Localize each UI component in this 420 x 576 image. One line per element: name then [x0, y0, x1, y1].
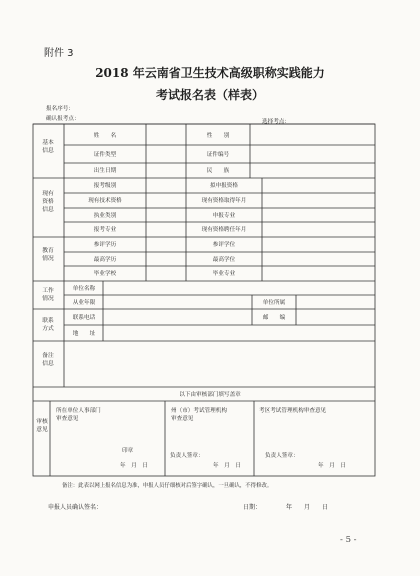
postcode-field[interactable] — [297, 310, 374, 324]
page-number: - 5 - — [340, 535, 357, 545]
birth-date-label: 出生日期 — [93, 168, 117, 174]
postcode-label: 邮 编 — [262, 315, 286, 321]
apply-major-label: 申报专业 — [212, 213, 236, 219]
current-title-field[interactable] — [147, 194, 185, 207]
graduate-school-field[interactable] — [147, 267, 185, 280]
section-qualification-info: 现有资格信息 — [42, 191, 54, 213]
birth-date-field[interactable] — [147, 164, 185, 177]
current-title-date-label: 现有资格取得年月 — [201, 198, 247, 204]
employer-opinion-title: 所在单位人事部门 审查意见 — [56, 408, 101, 422]
attachment-label: 附件 3 — [44, 48, 74, 59]
section-remarks: 备注信息 — [42, 353, 54, 367]
highest-education-label: 最高学历 — [93, 257, 117, 263]
id-number-label: 证件编号 — [206, 152, 230, 158]
apply-specialty-field[interactable] — [147, 223, 185, 236]
eval-education-label: 参评学历 — [93, 242, 117, 248]
exam-point-signature-label: 负责人签章： — [265, 453, 299, 459]
current-title-label: 现有技术资格 — [88, 198, 122, 204]
apply-level-label: 报考级别 — [93, 183, 117, 189]
apply-specialty-label: 报考专业 — [93, 227, 117, 233]
page-title: 2018 年云南省卫生技术高级职称实践能力 — [95, 66, 325, 80]
apply-major-field[interactable] — [263, 209, 374, 221]
appointment-date-label: 现有资格聘任年月 — [201, 227, 247, 233]
highest-degree-field[interactable] — [263, 253, 374, 265]
city-signature-label: 负责人签章： — [170, 453, 204, 459]
exam-point-opinion-title: 考区考试管理机构审查意见 — [259, 408, 327, 414]
ethnicity-field[interactable] — [251, 164, 374, 177]
employer-type-label: 单位所属 — [262, 300, 286, 306]
id-number-field[interactable] — [251, 146, 374, 162]
employer-date-label: 年 月 日 — [120, 463, 148, 469]
graduate-school-label: 毕业学校 — [93, 271, 117, 277]
phone-label: 联系电话 — [72, 315, 96, 321]
years-in-field-field[interactable] — [104, 296, 251, 308]
appointment-date-field[interactable] — [263, 223, 374, 236]
section-review: 审核意见 — [36, 419, 48, 433]
confirm-point-label: 确认报考点： — [46, 116, 80, 122]
name-label: 姓 名 — [93, 133, 117, 139]
gender-field[interactable] — [251, 126, 374, 144]
address-label: 地 址 — [72, 331, 96, 337]
practice-category-label: 执业类别 — [93, 213, 117, 219]
id-type-label: 证件类型 — [93, 152, 117, 158]
current-title-date-field[interactable] — [263, 194, 374, 207]
employer-name-field[interactable] — [104, 282, 374, 294]
section-contact: 联系方式 — [42, 318, 54, 332]
address-field[interactable] — [104, 326, 374, 340]
page-subtitle: 考试报名表（样表） — [155, 88, 264, 102]
years-in-field-label: 从业年限 — [72, 300, 96, 306]
graduate-major-label: 毕业专业 — [212, 271, 236, 277]
section-basic-info: 基本信息 — [42, 140, 54, 154]
exam-point-date-label: 年 月 日 — [318, 463, 346, 469]
gender-label: 性 别 — [206, 133, 230, 139]
section-work: 工作情况 — [42, 288, 54, 302]
serial-number-label: 报名序号： — [46, 106, 74, 112]
remarks-field[interactable] — [65, 342, 374, 386]
apply-level-field[interactable] — [147, 179, 185, 192]
section-education: 教育情况 — [42, 248, 54, 262]
select-point-label: 选择考点： — [262, 119, 290, 125]
city-date-label: 年 月 日 — [213, 463, 241, 469]
eval-degree-field[interactable] — [263, 238, 374, 251]
practice-category-field[interactable] — [147, 209, 185, 221]
eval-degree-label: 参评学位 — [212, 242, 236, 248]
date-label: 日期： — [243, 504, 262, 511]
graduate-major-field[interactable] — [263, 267, 374, 280]
eval-education-field[interactable] — [147, 238, 185, 251]
review-banner: 以下由审核部门填写盖章 — [179, 392, 241, 398]
employer-name-label: 单位名称 — [72, 286, 96, 292]
date-value: 年 月 日 — [286, 504, 329, 511]
ethnicity-label: 民 族 — [206, 168, 230, 174]
highest-education-field[interactable] — [147, 253, 185, 265]
form-note: 备注：此表以网上报名信息为准，申报人员仔细核对后签字确认，一旦确认，不得修改。 — [62, 483, 273, 489]
applicant-signature-label: 申报人员确认签名： — [48, 504, 103, 511]
highest-degree-label: 最高学位 — [212, 257, 236, 263]
seal-label: 印章 — [122, 448, 134, 454]
apply-qualification-field[interactable] — [263, 179, 374, 192]
apply-qualification-label: 拟申报资格 — [210, 183, 238, 189]
employer-type-field[interactable] — [297, 296, 374, 308]
name-field[interactable] — [147, 126, 185, 144]
applicant-signature-field[interactable] — [116, 508, 206, 509]
phone-field[interactable] — [104, 310, 251, 324]
city-opinion-title: 州（市）考试管理机构 审查意见 — [171, 408, 227, 422]
id-type-field[interactable] — [147, 146, 185, 162]
